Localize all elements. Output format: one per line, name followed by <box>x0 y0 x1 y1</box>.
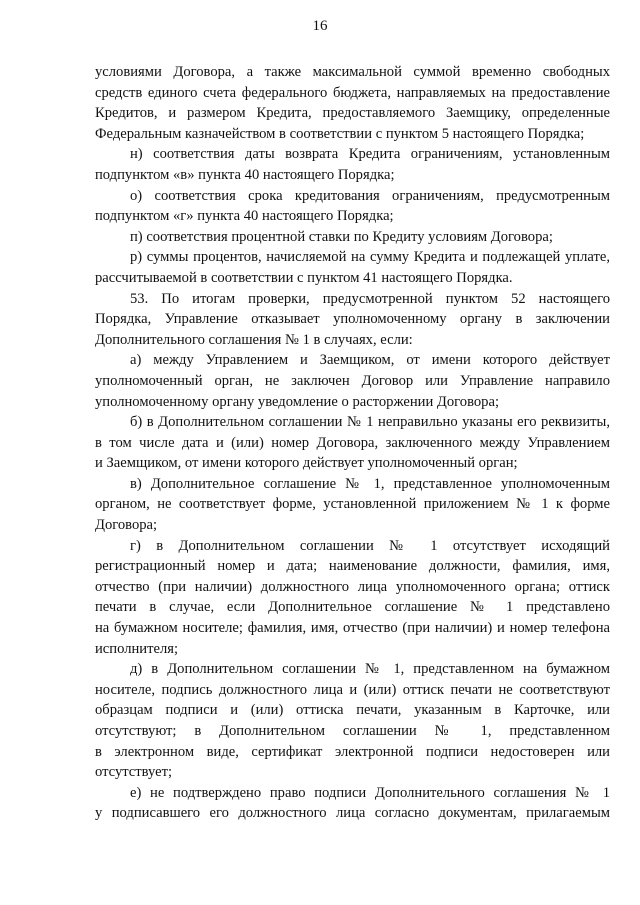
text-line: подпунктом «в» пункта 40 настоящего Порядка; <box>95 166 395 183</box>
paragraph-n <box>95 144 610 185</box>
text-line: условиями Договора, а также максимальной суммой временно свободных <box>95 64 610 80</box>
text-line: д) в Дополнительном соглашении № 1, представленном на бумажном <box>130 661 610 678</box>
paragraph-cont <box>95 62 610 144</box>
text-line: а) между Управлением и Заемщиком, от имени которого действует <box>130 352 610 369</box>
paragraph-r <box>95 247 610 288</box>
text-line: регистрационный номер и дата; наименование должности, фамилия, имя, <box>95 558 610 575</box>
text-line: е) не подтверждено право подписи Дополнительного соглашения № 1 <box>130 784 610 801</box>
text-line: о) соответствия срока кредитования ограничениям, предусмотренным <box>130 187 610 204</box>
text-line: в электронном виде, сертификат электронной подписи недостоверен или <box>95 743 610 760</box>
paragraph-o <box>95 186 610 227</box>
text-line: и Заемщиком, от имени которого действует уполномоченный орган; <box>95 455 518 472</box>
paragraph-d <box>95 659 610 783</box>
text-line: носителе, подпись должностного лица и (или) оттиск печати не соответствуют <box>95 681 610 698</box>
text-line: уполномоченному органу уведомление о расторжении Договора; <box>95 393 500 410</box>
text-line: исполнителя; <box>95 640 179 657</box>
paragraph-g <box>95 536 610 660</box>
text-line: Договора; <box>95 517 158 534</box>
text-line: Федеральным казначейством в соответствии с пунктом 5 настоящего Порядка; <box>95 125 585 142</box>
text-line: подпунктом «г» пункта 40 настоящего Порядка; <box>95 208 394 225</box>
text-line: отсутствуют; в Дополнительном соглашении № 1, представленном <box>95 723 610 739</box>
text-line: Порядка, Управление отказывает уполномоченному органу в заключении <box>95 311 610 328</box>
text-line: Дополнительного соглашения № 1 в случаях, если: <box>95 331 413 348</box>
text-line: рассчитываемой в соответствии с пунктом 41 настоящего Порядка. <box>95 269 513 286</box>
text-line: п) соответствия процентной ставки по Кредиту условиям Договора; <box>130 228 553 245</box>
text-line: отчество (при наличии) должностного лица уполномоченного органа; оттиск <box>95 578 610 595</box>
paragraph-a <box>95 350 610 412</box>
text-line: б) в Дополнительном соглашении № 1 неправильно указаны его реквизиты, <box>130 414 610 431</box>
text-line: в том числе дата и (или) номер Договора, заключенного между Управлением <box>95 434 610 451</box>
text-line: уполномоченный орган, не заключен Договор или Управление направило <box>95 372 610 389</box>
text-line: Кредитов, и размером Кредита, предоставляемого Заемщику, определенные <box>95 105 610 122</box>
document-body <box>95 62 610 824</box>
text-line: средств единого счета федерального бюджета, направляемых на предоставление <box>95 84 610 101</box>
paragraph-v <box>95 474 610 536</box>
page-number: 16 <box>312 18 328 34</box>
paragraph-e <box>95 783 610 824</box>
text-line: органом, не соответствует форме, установленной приложением № 1 к форме <box>95 496 610 513</box>
text-line: 53. По итогам проверки, предусмотренной пунктом 52 настоящего <box>130 290 610 307</box>
text-line: печати в случае, если Дополнительное соглашение № 1 представлено <box>95 599 610 616</box>
text-line: в) Дополнительное соглашение № 1, представленное уполномоченным <box>130 475 610 492</box>
text-line: г) в Дополнительном соглашении № 1 отсутствует исходящий <box>130 537 610 554</box>
text-line: у подписавшего его должностного лица согласно документам, прилагаемым <box>95 805 610 822</box>
text-line: н) соответствия даты возврата Кредита ограничениям, установленным <box>130 146 610 163</box>
text-line: отсутствует; <box>95 764 173 781</box>
paragraph-b <box>95 412 610 474</box>
text-line: образцам подписи и (или) оттиска печати, указанным в Карточке, или <box>95 702 610 719</box>
paragraph-p <box>95 227 610 248</box>
text-line: р) суммы процентов, начисляемой на сумму Кредита и подлежащей уплате, <box>130 249 610 266</box>
text-line: на бумажном носителе; фамилия, имя, отчество (при наличии) и номер телефона <box>95 620 610 637</box>
paragraph-p53 <box>95 289 610 351</box>
